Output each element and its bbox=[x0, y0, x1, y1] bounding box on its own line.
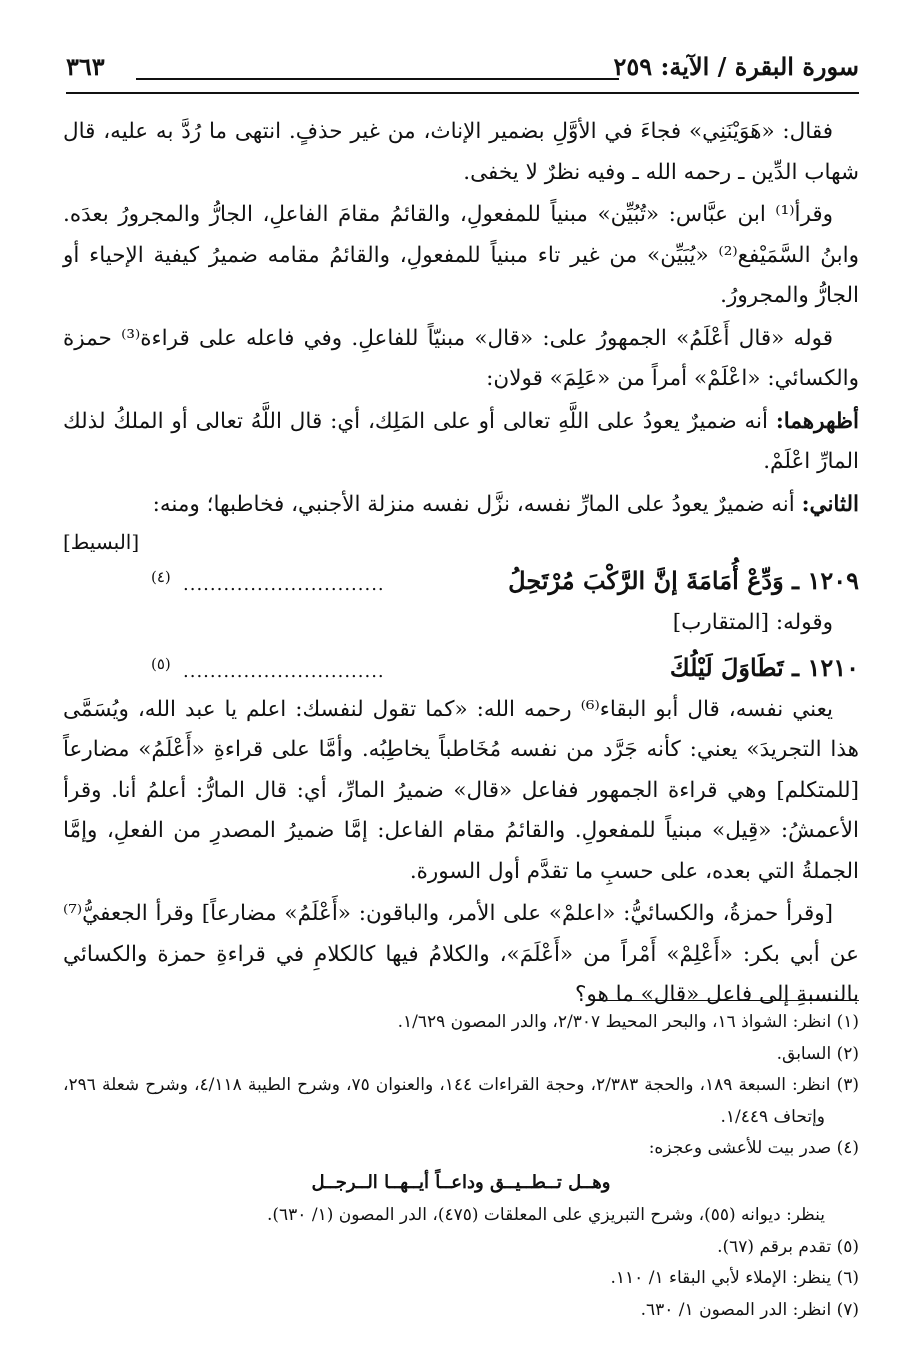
paragraph: قوله «قال أَعْلَمُ» الجمهورُ على: «قال» مبنيّاً للفاعلِ. وفي فاعله على قراءة⁽³⁾ حمزة والكسائي: «اعْلَمْ» أمراً من «عَلِمَ» قولان: bbox=[63, 325, 859, 391]
header-line bbox=[136, 78, 619, 80]
main-text bbox=[63, 112, 859, 1018]
footnote: (٢) السابق. bbox=[776, 1043, 859, 1064]
paragraph: يعني نفسه، قال أبو البقاء⁽⁶⁾ رحمه الله: «كما تقول لنفسك: اعلم يا عبد الله، ويُسَمَّى هذا التجريدَ» يعني: كأنه جَرَّد من نفسه مُخَاطباً يخاطِبُه. وأمَّا على قراءةِ «أَعْلَمُ» مضارعاً [للمتكلم] وهي قراءة الجمهور ففاعل «قال» ضميرُ المارِّ، أي: قال المارُّ: أعلمُ أنا. وقرأ الأعمشُ: «قِيل» مبنياً للمفعولِ. والقائمُ مقام الفاعل: إمَّا ضميرُ المصدرِ من الفعلِ، وإمَّا الجملةُ التي بعده، على حسبِ ما تقدَّم أول السورة. bbox=[63, 696, 859, 884]
meter-label: [البسيط] bbox=[63, 530, 140, 554]
footnote: (٦) ينظر: الإملاء لأبي البقاء ١/ ١١٠. bbox=[610, 1268, 859, 1288]
verse-dots: .............................. bbox=[183, 660, 385, 682]
footnote: (٧) انظر: الدر المصون ١/ ٦٣٠. bbox=[640, 1299, 859, 1320]
page-number: ٣٦٣ bbox=[66, 52, 105, 81]
footnote-ref: (٥) bbox=[151, 654, 171, 673]
footnote: (٣) انظر: السبعة ١٨٩، والحجة ٢/٣٨٣، وحجة القراءات ١٤٤، والعنوان ٧٥، وشرح الطيبة ٤/١١٨، وشرح شعلة ٢٩٦، وإتحاف ١/٤٤٩. bbox=[63, 1075, 859, 1127]
running-title: سورة البقرة / الآية: ٢٥٩ bbox=[613, 52, 859, 81]
footnote: (٤) صدر بيت للأعشى وعجزه: bbox=[648, 1138, 859, 1158]
paragraph: وقوله: [المتقارب] bbox=[672, 610, 833, 635]
paragraph: فقال: «هَوَيْنَنِي» فجاءَ في الأوَّلِ بضمير الإناث، من غير حذفٍ. انتهى ما رُدَّ به عليه، قال شهاب الدِّين ـ رحمه الله ـ وفيه نظرٌ لا يخفى. bbox=[63, 119, 859, 185]
footnote-separator bbox=[594, 1000, 859, 1001]
page-header bbox=[66, 52, 859, 92]
bold-lead: الثاني: bbox=[801, 491, 859, 517]
poetry-verse bbox=[63, 559, 859, 603]
footnote-verse: وهــل تــطــيــق وداعــاً أيــهــا الــرجــل bbox=[311, 1171, 611, 1193]
paragraph bbox=[63, 402, 859, 483]
paragraph-text: أنه ضميرٌ يعودُ على اللَّهِ تعالى أو على المَلِك، أي: قال اللَّهُ تعالى أو الملكُ لذلك المارِّ اعْلَمْ. bbox=[63, 408, 859, 474]
footnotes bbox=[63, 1000, 859, 1326]
footnote: (١) انظر: الشواذ ١٦، والبحر المحيط ٢/٣٠٧، والدر المصون ١/٦٢٩. bbox=[397, 1012, 859, 1032]
paragraph: [وقرأ حمزةُ، والكسائيُّ: «اعلمْ» على الأمر، والباقون: «أَعْلَمُ» مضارعاً] وقرأ الجعفيُّ⁽⁷⁾ عن أبي بكر: «أَعْلِمْ» أَمْراً من «أَعْلَمَ»، والكلامُ فيها كالكلامِ في قراءةِ حمزة والكسائي بالنسبةِ إلى فاعل «قال» ما هو؟ bbox=[63, 901, 859, 1007]
header-rule bbox=[66, 92, 859, 94]
verse-text: ١٢١٠ ـ تَطَاوَلَ لَيْلُكَ bbox=[669, 652, 859, 682]
paragraph-text: أنه ضميرٌ يعودُ على المارِّ نفسه، نزَّل نفسه منزلة الأجنبي، فخاطبها؛ ومنه: bbox=[152, 491, 802, 517]
bold-lead: أظهرهما: bbox=[775, 408, 859, 434]
footnote-ref: (٤) bbox=[151, 568, 171, 586]
paragraph: وقرأ⁽¹⁾ ابن عبَّاس: «تُبُيِّن» مبنياً للمفعولِ، والقائمُ مقامَ الفاعلِ، الجارُّ والمجرورُ بعدَه. وابنُ السَّمَيْفع⁽²⁾ «يُبَيِّن» من غير تاء مبنياً للمفعولِ، والقائمُ مقامه ضميرُ كيفية الإحياء أو الجارُّ والمجرورُ. bbox=[63, 202, 859, 308]
poetry-verse bbox=[63, 646, 859, 690]
footnote-reference: ينظر: ديوانه (٥٥)، وشرح التبريزي على المعلقات (٤٧٥)، الدر المصون (١/ ٦٣٠). bbox=[267, 1205, 825, 1225]
paragraph bbox=[63, 485, 859, 526]
footnote: (٥) تقدم برقم (٦٧). bbox=[717, 1236, 859, 1257]
verse-text: ١٢٠٩ ـ وَدِّعْ أُمَامَةَ إنَّ الرَّكْبَ مُرْتَحِلُ bbox=[508, 566, 859, 595]
verse-dots: .............................. bbox=[183, 574, 385, 595]
